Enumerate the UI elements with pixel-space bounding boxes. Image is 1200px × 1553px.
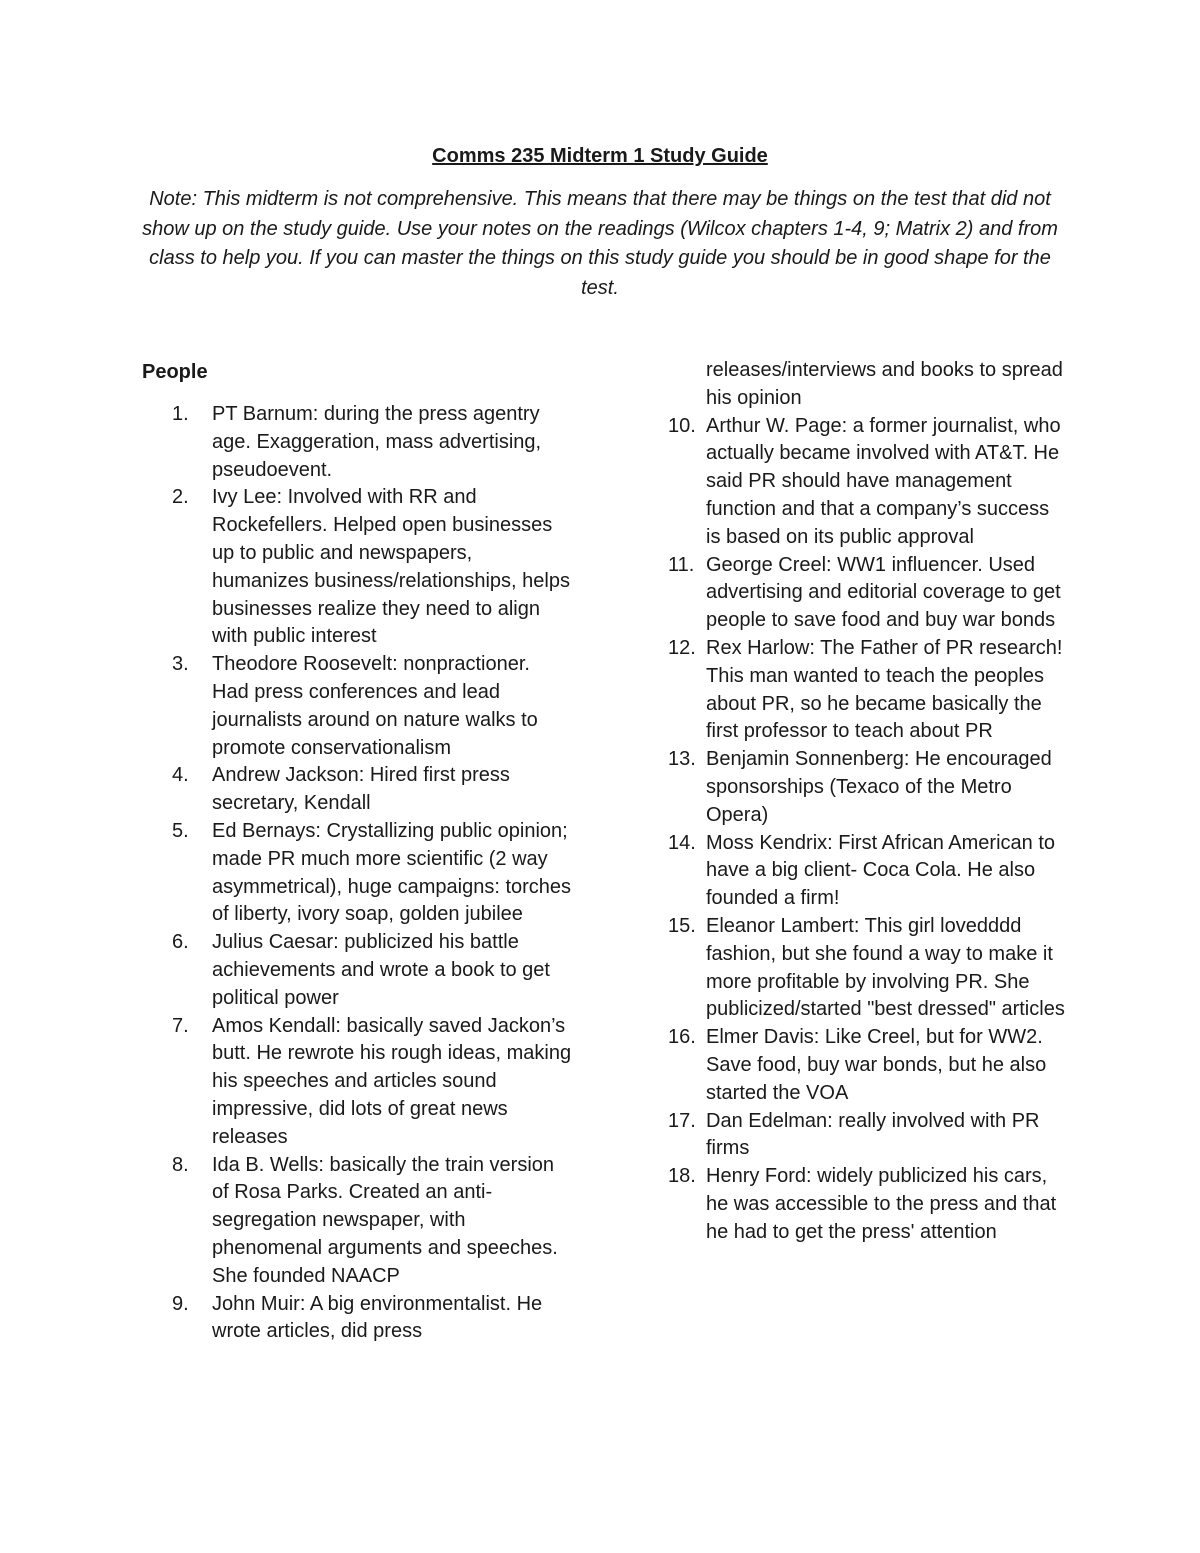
item-text: Andrew Jackson: Hired first press secretary, Kendall xyxy=(212,764,510,815)
item-text: John Muir: A big environmentalist. He wrote articles, did press xyxy=(212,1292,543,1343)
item-number: 10. xyxy=(668,414,696,437)
list-item xyxy=(666,552,1066,635)
item-text: Julius Caesar: publicized his battle achievements and wrote a book to get political power xyxy=(212,931,550,1009)
list-item-continuation: releases/interviews and books to spread his opinion xyxy=(706,359,1063,409)
item-text: Theodore Roosevelt: nonpractioner. Had press conferences and lead journalists around on nature walks to promote conservationalism xyxy=(212,653,538,759)
item-number: 16. xyxy=(668,1026,696,1049)
list-item xyxy=(666,1108,1066,1164)
item-text: Eleanor Lambert: This girl lovedddd fashion, but she found a way to make it more profitable by involving PR. She publicized/started "best dressed" articles xyxy=(706,914,1065,1021)
item-text: Henry Ford: widely publicized his cars, he was accessible to the press and that he had to get the press' attention xyxy=(706,1165,1057,1243)
list-item xyxy=(172,762,572,818)
item-number: 4. xyxy=(172,764,189,787)
item-text: Elmer Davis: Like Creel, but for WW2. Save food, buy war bonds, but he also started the VOA xyxy=(706,1026,1047,1104)
item-number: 11. xyxy=(668,553,695,576)
item-number: 2. xyxy=(172,486,189,509)
list-item xyxy=(666,1024,1066,1107)
item-text: Benjamin Sonnenberg: He encouraged sponsorships (Texaco of the Metro Opera) xyxy=(706,748,1052,826)
item-number: 6. xyxy=(172,931,189,954)
people-list-right xyxy=(666,357,1066,1247)
document-title: Comms 235 Midterm 1 Study Guide xyxy=(432,145,768,167)
item-number: 5. xyxy=(172,819,189,842)
item-number: 15. xyxy=(668,914,696,937)
list-item xyxy=(172,651,572,762)
list-item xyxy=(666,1163,1066,1246)
item-text: PT Barnum: during the press agentry age. Exaggeration, mass advertising, pseudoevent. xyxy=(212,403,542,481)
list-item xyxy=(666,635,1066,746)
item-number: 9. xyxy=(172,1292,189,1315)
list-item xyxy=(172,401,572,484)
item-text: Dan Edelman: really involved with PR firms xyxy=(706,1109,1040,1160)
list-item xyxy=(172,818,572,929)
item-number: 8. xyxy=(172,1153,189,1176)
list-item xyxy=(666,413,1066,552)
list-item xyxy=(172,1291,572,1347)
item-text: Rex Harlow: The Father of PR research! This man wanted to teach the peoples about PR, so he became basically the first professor to teach about PR xyxy=(706,636,1063,743)
item-number: 1. xyxy=(172,403,189,425)
item-number: 17. xyxy=(668,1109,696,1132)
list-item xyxy=(666,746,1066,829)
item-text: Arthur W. Page: a former journalist, who actually became involved with AT&T. He said PR should have management function and that a company’s success is based on its public approval xyxy=(706,414,1061,548)
item-text: Amos Kendall: basically saved Jackon’s butt. He rewrote his rough ideas, making his speeches and articles sound impressive, did lots of great news releases xyxy=(212,1014,572,1148)
list-item xyxy=(172,1152,572,1291)
list-item xyxy=(172,484,572,651)
list-item xyxy=(172,1013,572,1152)
item-text: Moss Kendrix: First African American to have a big client- Coca Cola. He also founded a firm! xyxy=(706,831,1056,910)
item-number: 18. xyxy=(668,1165,696,1188)
item-number: 13. xyxy=(668,748,696,771)
note-paragraph: Note: This midterm is not comprehensive. This means that there may be things on the test that did not show up on the study guide. Use your notes on the readings (Wilcox chapters 1-4, 9; Matrix 2) and from class to help you. If you can master the things on this study guide you should be in good shape for the test. xyxy=(142,188,1058,299)
section-heading-people: People xyxy=(142,361,208,383)
people-list-left xyxy=(172,401,572,1346)
item-text: George Creel: WW1 influencer. Used advertising and editorial coverage to get people to save food and buy war bonds xyxy=(706,553,1061,632)
item-text: Ivy Lee: Involved with RR and Rockefellers. Helped open businesses up to public and newspapers, humanizes business/relationships, helps businesses realize they need to align with public interest xyxy=(212,486,570,648)
item-number: 12. xyxy=(668,636,696,659)
item-number: 14. xyxy=(668,831,696,854)
item-number: 7. xyxy=(172,1014,189,1037)
item-text: Ed Bernays: Crystallizing public opinion; made PR much more scientific (2 way asymmetrical), huge campaigns: torches of liberty, ivory soap, golden jubilee xyxy=(212,819,572,926)
item-number: 3. xyxy=(172,653,189,676)
list-item xyxy=(172,929,572,1012)
list-item xyxy=(666,913,1066,1024)
list-item xyxy=(666,830,1066,913)
item-text: Ida B. Wells: basically the train version of Rosa Parks. Created an anti-segregation newspaper, with phenomenal arguments and speeches. She founded NAACP xyxy=(212,1153,558,1287)
